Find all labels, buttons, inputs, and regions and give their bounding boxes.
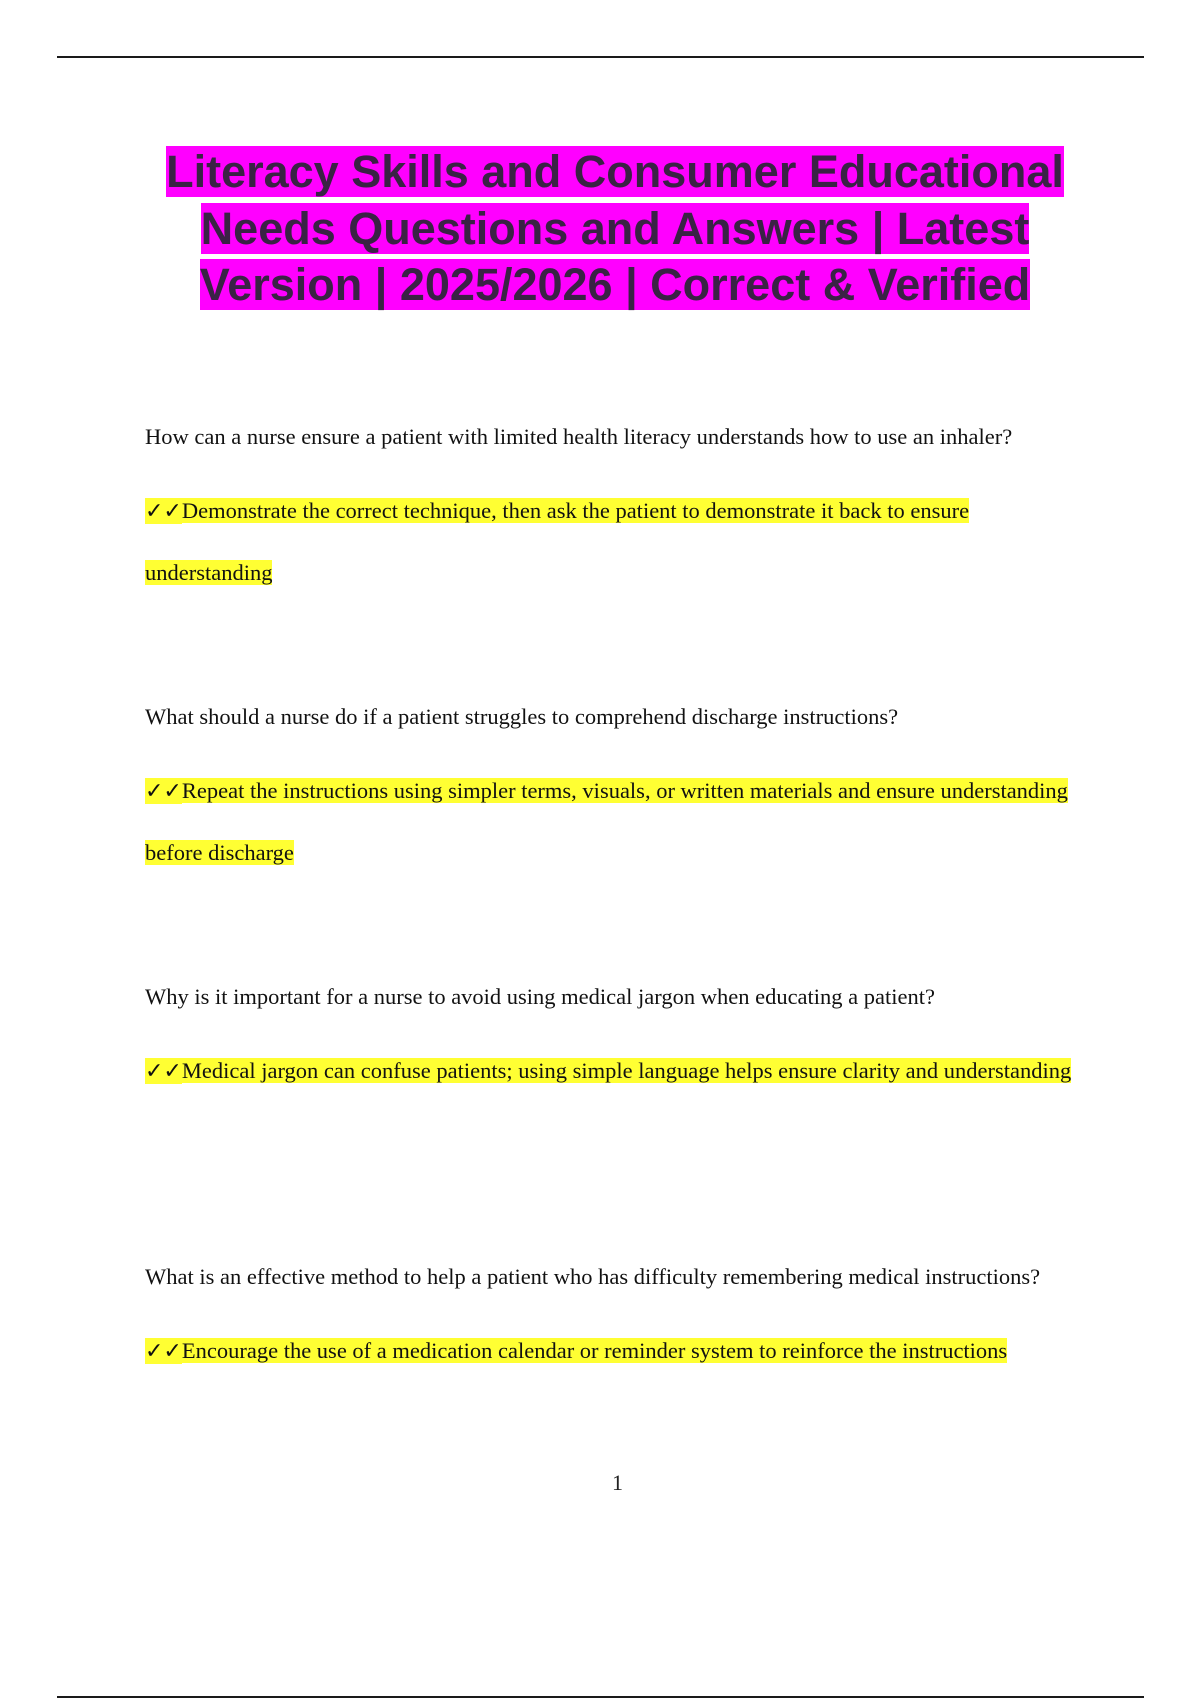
answer-2 <box>145 760 1085 883</box>
page-number: 1 <box>612 1470 623 1495</box>
document-title <box>120 144 1110 314</box>
qa-item-2 <box>145 690 1085 883</box>
answer-3 <box>145 1040 1085 1102</box>
question-2: What should a nurse do if a patient struggles to comprehend discharge instructions? <box>145 704 899 729</box>
answer-1 <box>145 480 1085 603</box>
top-rule <box>57 56 1144 58</box>
answer-4 <box>145 1320 1085 1382</box>
question-1: How can a nurse ensure a patient with limited health literacy understands how to use an inhaler? <box>145 424 1013 449</box>
double-check-icon: ✓✓ <box>145 1059 182 1084</box>
document-title-text: Literacy Skills and Consumer Educational Needs Questions and Answers | Latest Version | 2025/2026 | Correct & Verified <box>166 146 1064 310</box>
double-check-icon: ✓✓ <box>145 1339 182 1364</box>
qa-item-4 <box>145 1250 1085 1382</box>
double-check-icon: ✓✓ <box>145 779 182 804</box>
answer-4-text: Encourage the use of a medication calendar or reminder system to reinforce the instructions <box>181 1338 1008 1363</box>
question-4: What is an effective method to help a patient who has difficulty remembering medical instructions? <box>145 1264 1041 1289</box>
double-check-icon: ✓✓ <box>145 499 182 524</box>
answer-3-text: Medical jargon can confuse patients; using simple language helps ensure clarity and understanding <box>181 1058 1072 1083</box>
question-3: Why is it important for a nurse to avoid using medical jargon when educating a patient? <box>145 984 935 1009</box>
bottom-rule <box>57 1696 1144 1698</box>
answer-1-text: Demonstrate the correct technique, then ask the patient to demonstrate it back to ensure understanding <box>145 498 970 585</box>
answer-2-text: Repeat the instructions using simpler terms, visuals, or written materials and ensure understanding before discharge <box>145 778 1068 865</box>
qa-item-3 <box>145 970 1085 1102</box>
qa-item-1 <box>145 410 1085 603</box>
